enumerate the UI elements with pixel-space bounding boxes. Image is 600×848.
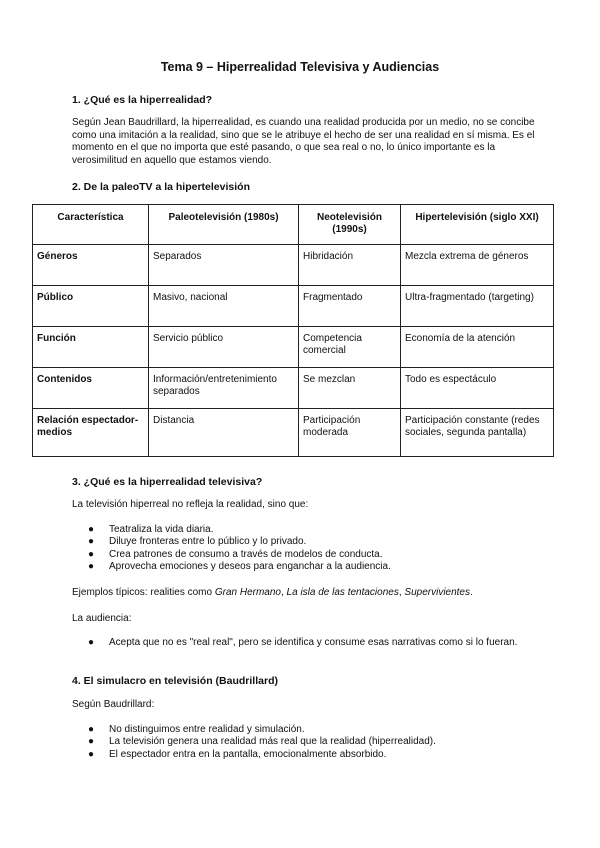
table-cell: Separados xyxy=(149,245,299,286)
table-cell: Servicio público xyxy=(149,327,299,368)
table-cell: Información/entretenimiento separados xyxy=(149,368,299,409)
examples-separator: , xyxy=(398,587,405,598)
audience-label: La audiencia: xyxy=(72,613,132,624)
section-4-intro: Según Baudrillard: xyxy=(72,699,155,710)
list-item xyxy=(72,561,542,573)
table-header-cell: Paleotelevisión (1980s) xyxy=(149,205,299,245)
list-item-text: El espectador entra en la pantalla, emocionalmente absorbido. xyxy=(109,748,387,760)
table-cell: Economía de la atención xyxy=(401,327,554,368)
bullet-icon: ● xyxy=(88,724,95,735)
bullet-icon: ● xyxy=(88,561,95,573)
examples-separator: , xyxy=(280,587,287,598)
table-cell: Masivo, nacional xyxy=(149,286,299,327)
row-header-cell: Relación espectador-medios xyxy=(33,409,149,457)
table-cell: Hibridación xyxy=(299,245,401,286)
list-item-text: La televisión genera una realidad más real que la realidad (hiperrealidad). xyxy=(109,736,436,748)
list-item xyxy=(72,549,542,561)
list-item-text: Teatraliza la vida diaria. xyxy=(109,524,214,535)
table-row xyxy=(33,286,554,327)
section-3-intro: La televisión hiperreal no refleja la realidad, sino que: xyxy=(72,499,309,510)
examples-suffix: . xyxy=(470,587,473,598)
table-header-cell: Característica xyxy=(33,205,149,245)
table-row xyxy=(33,409,554,457)
table-row xyxy=(33,327,554,368)
table-header-row xyxy=(33,205,554,245)
bullet-icon: ● xyxy=(88,548,95,560)
example-title: Supervivientes xyxy=(404,587,470,598)
table-cell: Mezcla extrema de géneros xyxy=(401,245,554,286)
section-3-heading: 3. ¿Qué es la hiperrealidad televisiva? xyxy=(72,476,263,488)
table-cell: Ultra-fragmentado (targeting) xyxy=(401,286,554,327)
audience-bullet-list xyxy=(72,637,542,649)
example-title: La isla de las tentaciones xyxy=(286,587,399,598)
list-item xyxy=(72,524,542,536)
table-cell: Fragmentado xyxy=(299,286,401,327)
section-1-paragraph: Según Jean Baudrillard, la hiperrealidad, es cuando una realidad producida por un medio, no se concibe como una imitación a la realidad, sino que se le atribuye el hecho de ser una realidad en sí misma. Es el momento en el que no importa que esté pasando, o que sea real o no, lo único importante es la verosimilitud en aquello que estamos viendo. xyxy=(72,117,535,166)
section-4-bullet-list xyxy=(72,724,542,761)
list-item-text: Aprovecha emociones y deseos para enganchar a la audiencia. xyxy=(109,561,391,573)
list-item xyxy=(72,736,542,748)
section-3-bullet-list xyxy=(72,524,542,574)
table-cell: Distancia xyxy=(149,409,299,457)
examples-prefix: Ejemplos típicos: realities como xyxy=(72,587,215,598)
row-header-cell: Público xyxy=(33,286,149,327)
table-header-cell: Hipertelevisión (siglo XXI) xyxy=(401,205,554,245)
list-item xyxy=(72,637,542,649)
row-header-cell: Géneros xyxy=(33,245,149,286)
examples-paragraph xyxy=(72,587,542,600)
bullet-icon: ● xyxy=(88,736,95,748)
table-row xyxy=(33,245,554,286)
example-title: Gran Hermano xyxy=(214,587,281,598)
page-title: Tema 9 – Hiperrealidad Televisiva y Audiencias xyxy=(160,60,440,74)
row-header-cell: Contenidos xyxy=(33,368,149,409)
section-1-heading: 1. ¿Qué es la hiperrealidad? xyxy=(72,94,213,106)
list-item-text: Crea patrones de consumo a través de modelos de conducta. xyxy=(109,548,383,560)
comparison-table xyxy=(32,204,554,457)
section-4-heading: 4. El simulacro en televisión (Baudrillard) xyxy=(72,675,278,687)
list-item xyxy=(72,536,542,548)
bullet-icon: ● xyxy=(88,748,95,760)
bullet-icon: ● xyxy=(88,524,95,535)
table-cell: Participación constante (redes sociales, segunda pantalla) xyxy=(401,409,554,457)
table-cell: Competencia comercial xyxy=(299,327,401,368)
list-item xyxy=(72,724,542,736)
list-item xyxy=(72,749,542,761)
list-item-text: No distinguimos entre realidad y simulación. xyxy=(109,724,305,735)
table-header-cell: Neotelevisión (1990s) xyxy=(299,205,401,245)
bullet-icon: ● xyxy=(88,536,95,548)
list-item-text: Diluye fronteras entre lo público y lo privado. xyxy=(109,536,307,548)
table-cell: Participación moderada xyxy=(299,409,401,457)
table-cell: Todo es espectáculo xyxy=(401,368,554,409)
bullet-icon: ● xyxy=(88,637,95,648)
row-header-cell: Función xyxy=(33,327,149,368)
table-cell: Se mezclan xyxy=(299,368,401,409)
list-item-text: Acepta que no es "real real", pero se identifica y consume esas narrativas como si lo fueran. xyxy=(109,637,518,648)
section-2-heading: 2. De la paleoTV a la hipertelevisión xyxy=(72,181,250,193)
table-row xyxy=(33,368,554,409)
